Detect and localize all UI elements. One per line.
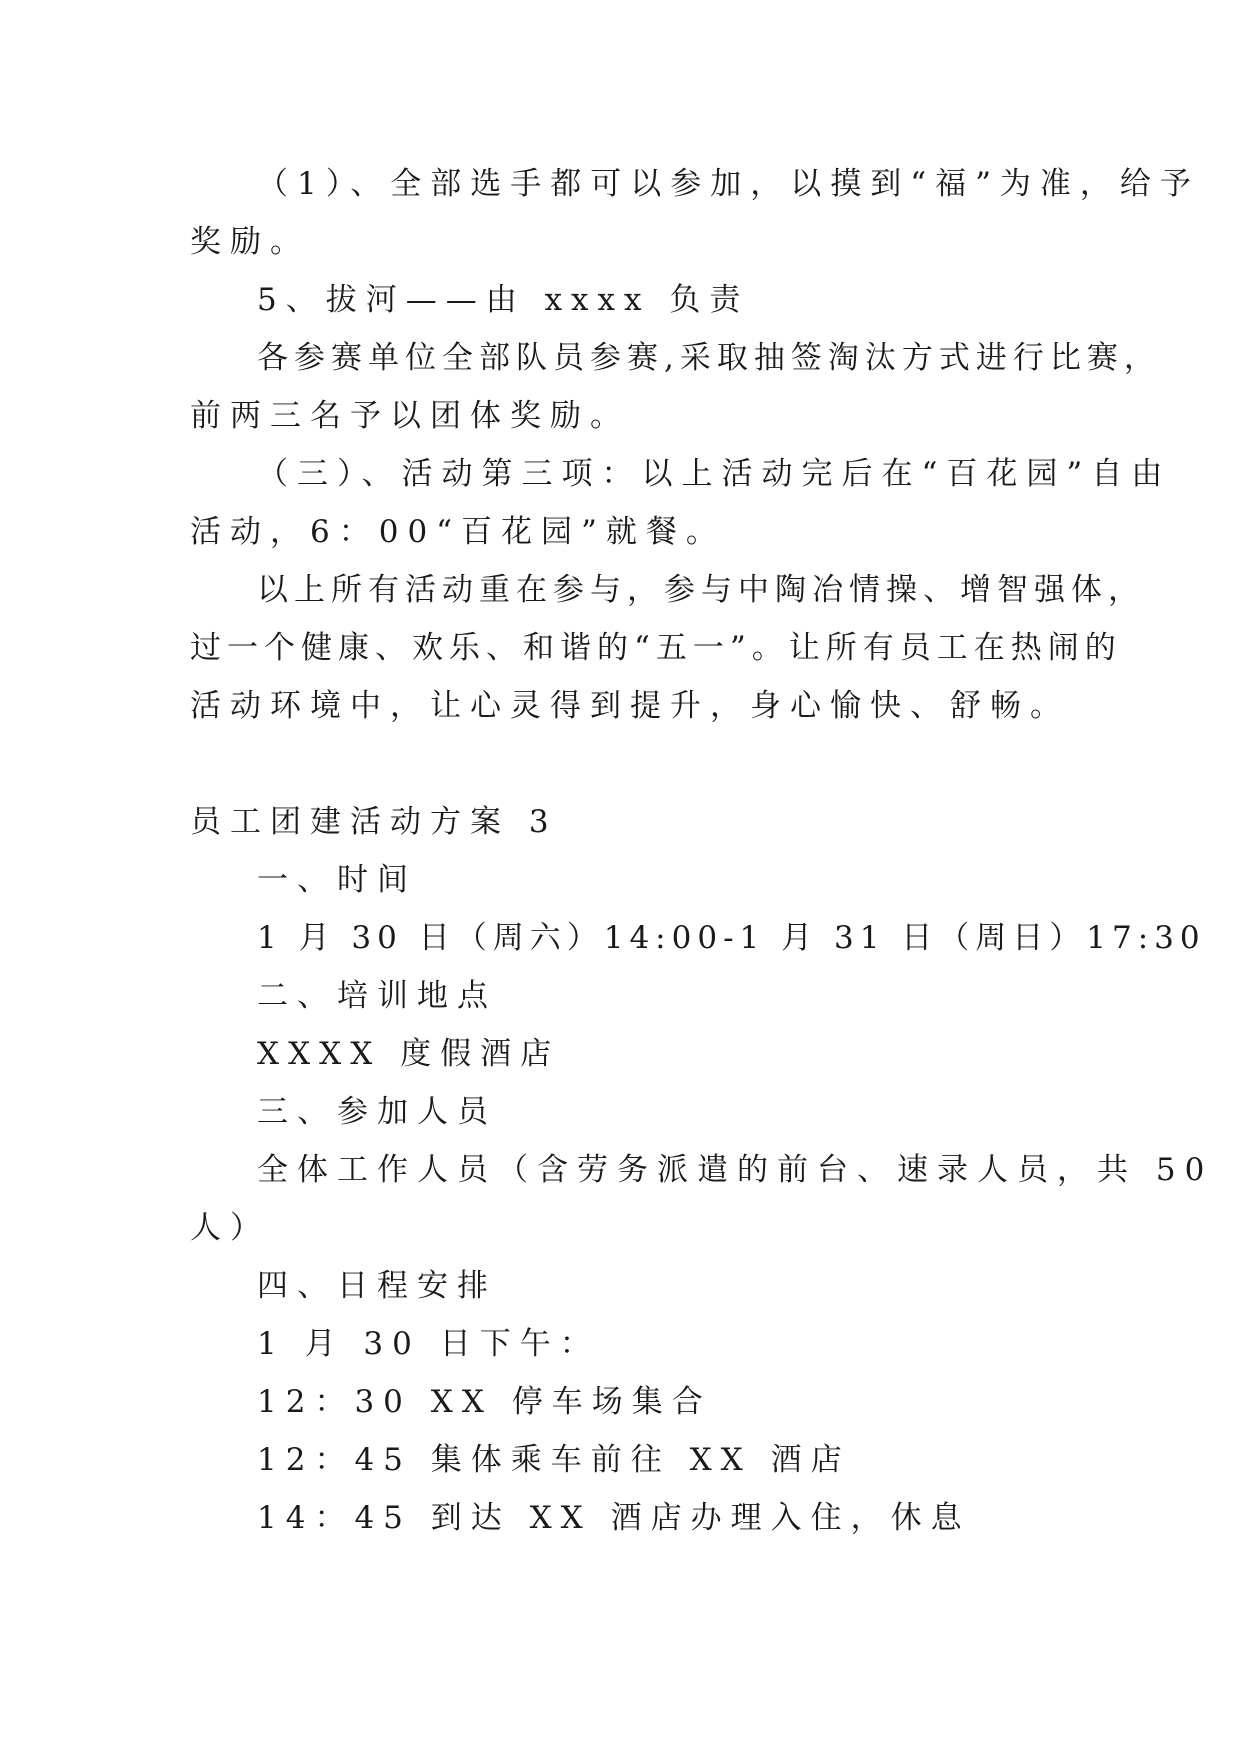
paragraph-line: （三）、活动第三项：以上活动完后在“百花园”自由 (257, 456, 1172, 492)
section-heading: 四、日程安排 (257, 1268, 497, 1304)
paragraph-line: 活动环境中，让心灵得到提升，身心愉快、舒畅。 (190, 688, 1070, 724)
paragraph-line: 活动，6：00“百花园”就餐。 (190, 514, 726, 550)
section-heading: 一、时间 (257, 862, 417, 898)
schedule-item: 12：30 XX 停车场集合 (257, 1384, 712, 1420)
schedule-item: 12：45 集体乘车前往 XX 酒店 (257, 1442, 851, 1478)
schedule-item: 14：45 到达 XX 酒店办理入住，休息 (257, 1500, 971, 1536)
document-title: 员工团建活动方案 3 (190, 804, 558, 840)
section-heading: 5、拔河——由 xxxx 负责 (257, 282, 750, 318)
paragraph-line: 人） (190, 1210, 270, 1246)
paragraph-line: 前两三名予以团体奖励。 (190, 398, 630, 434)
section-heading: 二、培训地点 (257, 978, 497, 1014)
paragraph-line: 各参赛单位全部队员参赛,采取抽签淘汰方式进行比赛， (257, 340, 1161, 376)
paragraph-line: （1）、全部选手都可以参加，以摸到“福”为准，给予 (257, 166, 1200, 202)
paragraph-line: XXXX 度假酒店 (257, 1036, 561, 1072)
paragraph-line: 全体工作人员（含劳务派遣的前台、速录人员，共 50 (257, 1152, 1214, 1188)
paragraph-line: 1 月 30 日下午： (257, 1326, 600, 1362)
paragraph-line: 过一个健康、欢乐、和谐的“五一”。让所有员工在热闹的 (190, 630, 1122, 666)
section-heading: 三、参加人员 (257, 1094, 497, 1130)
paragraph-line: 奖励。 (190, 224, 310, 260)
paragraph-line: 1 月 30 日（周六）14:00-1 月 31 日（周日）17:30 (257, 920, 1206, 956)
paragraph-line: 以上所有活动重在参与，参与中陶冶情操、增智强体， (257, 572, 1145, 608)
